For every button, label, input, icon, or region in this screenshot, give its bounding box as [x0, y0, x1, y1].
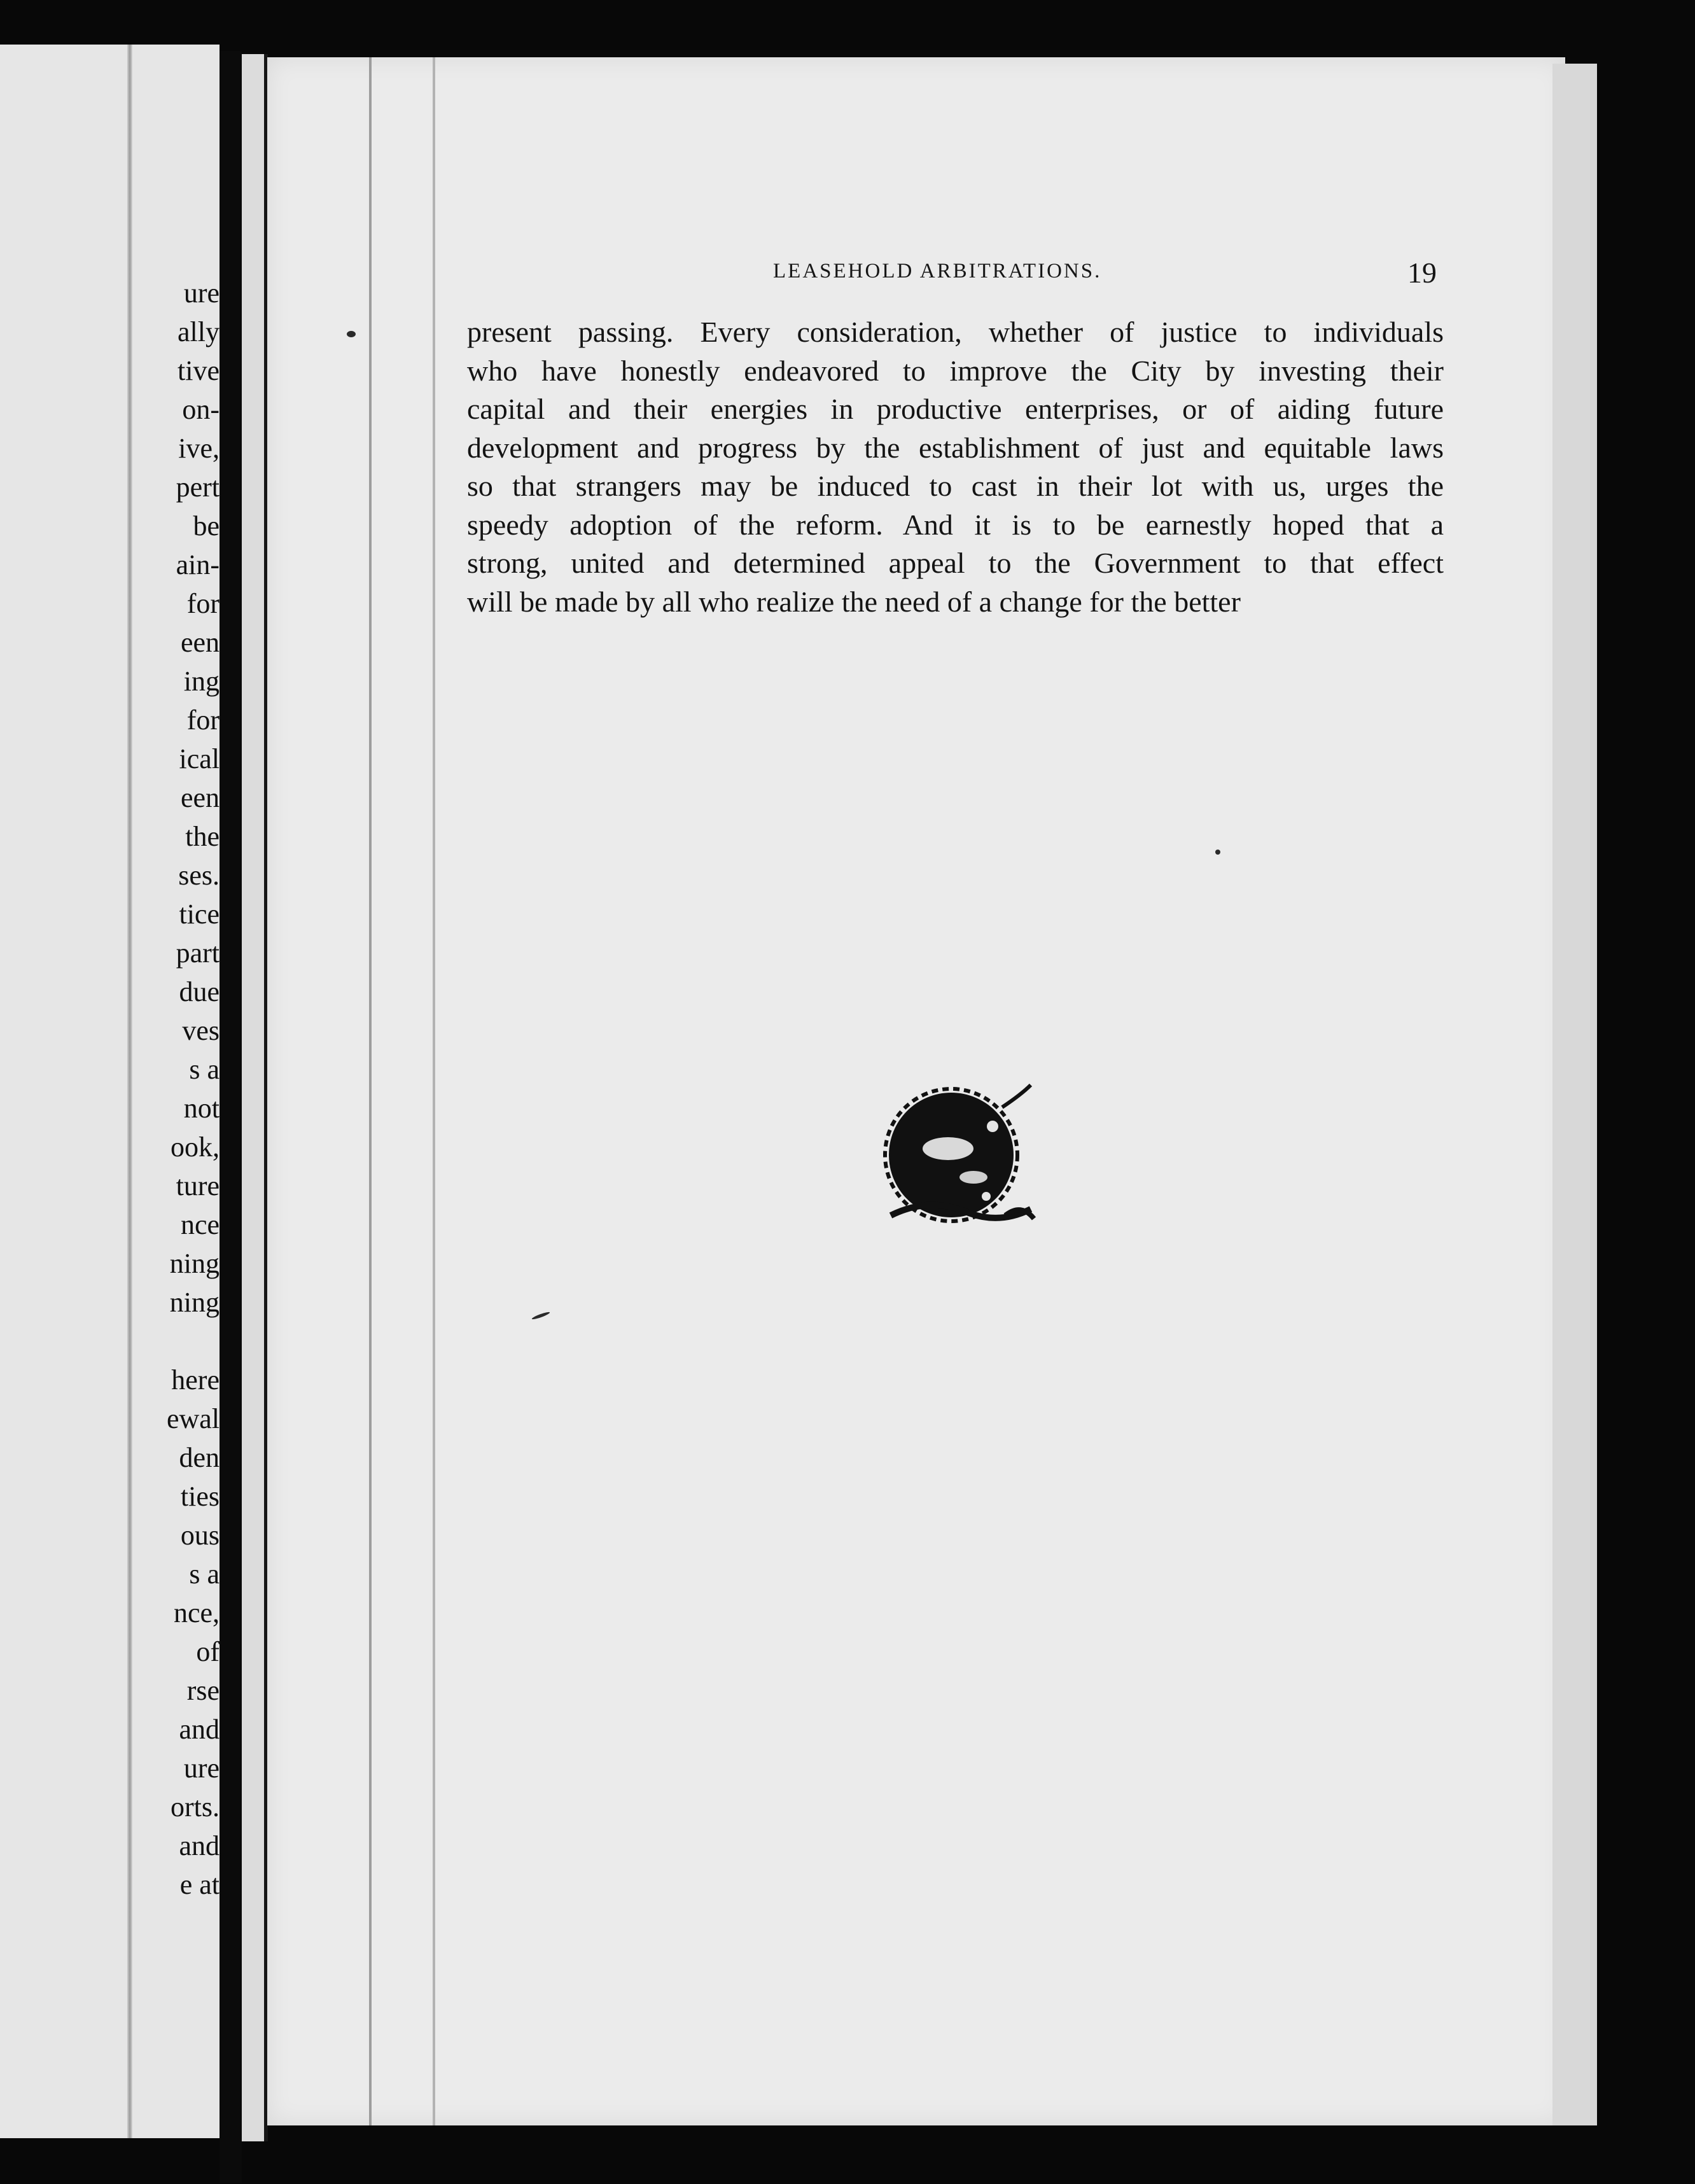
fold-line: [433, 57, 435, 2125]
previous-page-line: een: [180, 627, 220, 658]
previous-page-line: nce,: [173, 1597, 220, 1628]
previous-page-line: not: [183, 1093, 220, 1124]
previous-page-line: ses.: [178, 860, 220, 891]
previous-page-line: s a: [189, 1054, 220, 1085]
running-head: LEASEHOLD ARBITRATIONS.: [773, 260, 1102, 283]
previous-page-line: tice: [179, 899, 220, 930]
previous-page-line: e at: [179, 1869, 220, 1900]
fold-line: [369, 57, 372, 2125]
page-edge: [127, 45, 132, 2138]
previous-page-line: here: [171, 1364, 220, 1396]
previous-page-line: and: [179, 1830, 220, 1861]
previous-page-line: on-: [182, 394, 220, 425]
previous-page-line: ture: [176, 1170, 220, 1201]
previous-page-line: ing: [183, 666, 220, 697]
previous-page-line: nce: [180, 1209, 220, 1240]
previous-page-text: [29, 274, 220, 1904]
previous-page-line: een: [180, 782, 220, 813]
text-line: speedy adoption of the reform. And it is to be earnestly hoped that a: [467, 508, 1444, 541]
body-paragraph: [467, 313, 1444, 621]
previous-page-line: tive: [178, 355, 220, 386]
previous-page-line: ain-: [176, 549, 220, 580]
previous-page-line: part: [176, 937, 220, 969]
book-gutter: [220, 51, 242, 2183]
previous-page-line: of: [196, 1636, 220, 1667]
previous-page-line: s a: [189, 1558, 220, 1590]
previous-page-line: for: [186, 588, 220, 619]
previous-page-line: the: [185, 821, 220, 852]
page-fore-edge: [1552, 64, 1597, 2125]
text-line: so that strangers may be induced to cast in their lot with us, urges the: [467, 470, 1444, 502]
previous-page: [0, 45, 220, 2138]
floral-vignette-icon: [878, 1082, 1043, 1241]
previous-page-line: ning: [169, 1248, 220, 1279]
previous-page-line: be: [193, 510, 220, 542]
previous-page-line: orts.: [171, 1791, 220, 1823]
text-line: will be made by all who realize the need of a change for the better: [467, 585, 1241, 618]
previous-page-line: pert: [176, 472, 220, 503]
previous-page-line: ally: [178, 316, 220, 347]
previous-page-line: ive,: [178, 433, 220, 464]
page-number: 19: [1407, 256, 1437, 289]
previous-page-line: ties: [180, 1481, 220, 1512]
text-line: development and progress by the establishment of just and equitable laws: [467, 431, 1444, 464]
previous-page-line: ning: [169, 1287, 220, 1318]
previous-page-line: ewal: [166, 1403, 220, 1434]
previous-page-line: ure: [183, 277, 220, 309]
previous-page-line: rse: [186, 1675, 220, 1706]
previous-page-line: for: [186, 704, 220, 736]
paper-speck: [347, 331, 356, 337]
previous-page-line: due: [179, 976, 220, 1007]
text-line: capital and their energies in productive enterprises, or of aiding future: [467, 393, 1444, 425]
previous-page-line: den: [179, 1442, 220, 1473]
previous-page-line: ous: [180, 1520, 220, 1551]
previous-page-line: ical: [179, 743, 220, 774]
paper-speck: [1215, 850, 1220, 855]
binding-strip: [242, 54, 268, 2141]
previous-page-line: ure: [183, 1753, 220, 1784]
text-line: who have honestly endeavored to improve the City by investing their: [467, 354, 1444, 387]
previous-page-line: [29, 1322, 220, 1361]
text-line: present passing. Every consideration, whether of justice to individuals: [467, 316, 1444, 348]
text-line: strong, united and determined appeal to the Government to that effect: [467, 547, 1444, 579]
previous-page-line: ook,: [171, 1131, 220, 1163]
previous-page-line: and: [179, 1714, 220, 1745]
previous-page-line: ves: [182, 1015, 220, 1046]
